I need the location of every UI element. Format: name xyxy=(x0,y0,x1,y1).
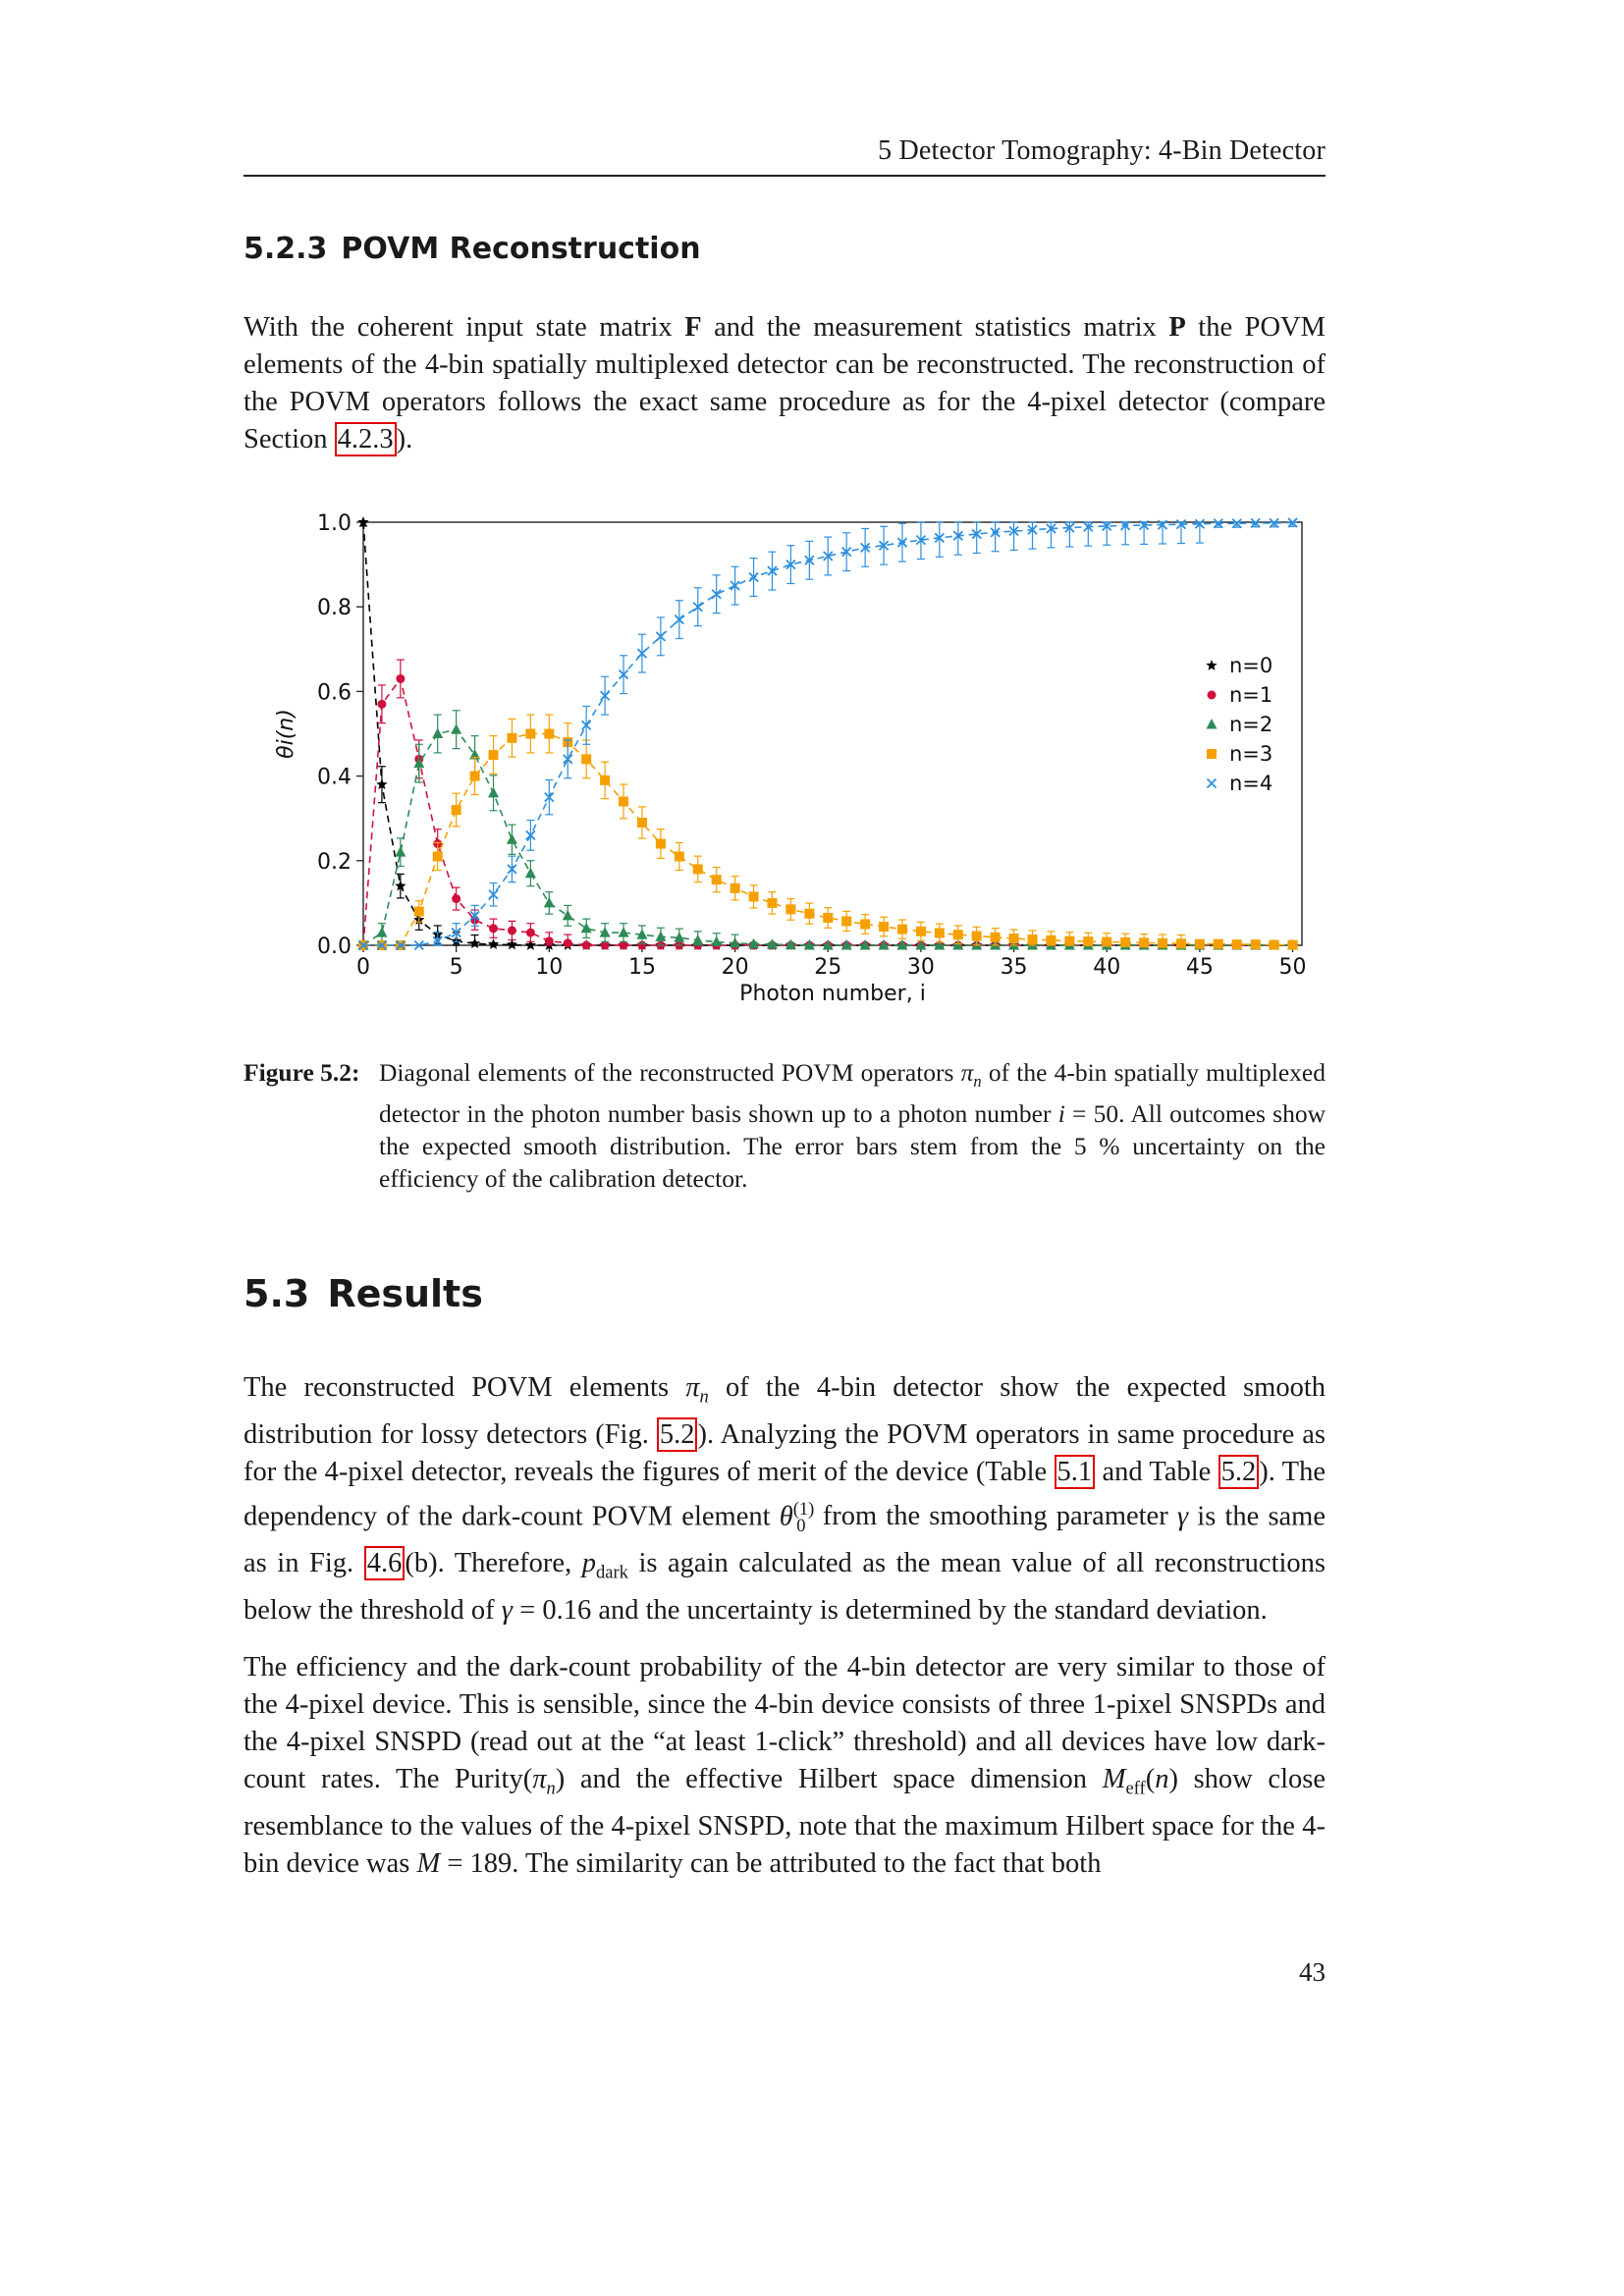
y-axis-label: θi(n) xyxy=(274,709,298,759)
section-heading xyxy=(244,1272,483,1315)
figure-ref-link[interactable]: 5.2 xyxy=(657,1417,698,1452)
data-point xyxy=(1232,939,1242,949)
text-run: ( xyxy=(1145,1764,1156,1794)
x-tick-label: 50 xyxy=(1278,955,1307,980)
x-tick-label: 30 xyxy=(906,955,935,980)
matrix-p: P xyxy=(1168,312,1186,343)
x-tick-label: 5 xyxy=(449,955,463,980)
data-point xyxy=(916,927,926,936)
data-point xyxy=(693,864,703,874)
data-point xyxy=(935,929,945,938)
data-point xyxy=(377,700,386,709)
x-tick-label: 25 xyxy=(814,955,842,980)
data-point xyxy=(507,939,517,950)
y-tick-label: 0.8 xyxy=(317,596,352,621)
data-point xyxy=(396,674,405,683)
table-ref-link[interactable]: 5.1 xyxy=(1055,1455,1096,1489)
text-run: of the 4-bin detector show the expected smooth distribution for lossy detectors (Fig. xyxy=(244,1372,1326,1450)
data-point xyxy=(488,787,499,798)
data-point xyxy=(507,733,516,743)
data-point xyxy=(469,937,480,948)
data-point xyxy=(545,936,554,945)
data-point xyxy=(1009,934,1019,943)
math-n: n xyxy=(699,1386,709,1408)
data-point xyxy=(841,916,851,926)
series-line xyxy=(363,522,1293,945)
data-point xyxy=(1206,660,1217,670)
data-point xyxy=(879,922,889,932)
data-point xyxy=(1046,935,1056,945)
data-point xyxy=(656,839,666,849)
data-point xyxy=(488,938,499,949)
x-tick-label: 45 xyxy=(1185,955,1214,980)
math-gamma: γ xyxy=(1176,1501,1189,1532)
math-m: M xyxy=(1102,1764,1126,1794)
y-tick-label: 0.6 xyxy=(317,680,352,706)
data-point xyxy=(1214,939,1223,949)
data-point xyxy=(564,938,572,947)
data-point xyxy=(823,913,833,923)
section-ref-link[interactable]: 4.2.3 xyxy=(335,422,397,456)
data-point xyxy=(1139,937,1149,947)
povm-chart xyxy=(265,506,1316,1016)
data-point xyxy=(395,846,406,857)
data-point xyxy=(785,904,795,914)
text-run: ). The dependency of the dark-count POVM element xyxy=(244,1456,1326,1532)
x-tick-label: 0 xyxy=(356,955,370,980)
math-m: M xyxy=(416,1847,441,1879)
text-run: = 50. All outcomes show the expected smooth distribution. The error bars stem from the 5 % uncertainty on the efficiency of the calibration detector. xyxy=(379,1099,1326,1194)
math-n: n xyxy=(1155,1764,1169,1794)
legend-label: n=2 xyxy=(1229,713,1273,736)
x-tick-label: 20 xyxy=(721,955,749,980)
data-point xyxy=(1288,940,1298,950)
text-run: from the smoothing parameter xyxy=(813,1501,1177,1532)
data-point xyxy=(860,919,870,929)
text-run: With the coherent input state matrix xyxy=(244,312,685,343)
math-gamma: γ xyxy=(501,1594,514,1626)
text-run: and the measurement statistics matrix xyxy=(701,312,1169,343)
data-point xyxy=(563,910,573,921)
text-run: The efficiency and the dark-count probability of the 4-bin detector are very similar to those of the 4-pixel device. This is sensible, since the 4-bin device consists of three 1-pixel SNSPDs and the 4-pixel SNSPD (read out at the “at least 1-click” threshold) and all devices have low dark-count rates. The Purity( xyxy=(244,1652,1326,1794)
data-point xyxy=(600,775,610,785)
x-tick-label: 10 xyxy=(535,955,564,980)
legend-label: n=3 xyxy=(1229,742,1273,766)
text-run: ) and the effective Hilbert space dimension xyxy=(555,1764,1103,1794)
subsection-title: POVM Reconstruction xyxy=(341,232,701,266)
data-point xyxy=(1208,779,1217,788)
data-point xyxy=(1208,691,1217,700)
data-point xyxy=(1120,937,1130,947)
text-run: is the same as in Fig. xyxy=(244,1501,1326,1578)
data-point xyxy=(432,728,443,739)
data-point xyxy=(525,729,535,739)
data-point xyxy=(1207,749,1217,759)
data-point xyxy=(897,925,907,934)
data-point xyxy=(581,754,591,764)
data-point xyxy=(582,941,591,950)
data-point xyxy=(544,897,555,908)
table-ref-link[interactable]: 5.2 xyxy=(1218,1455,1260,1489)
data-point xyxy=(804,909,814,919)
figure-label: Figure 5.2: xyxy=(244,1058,360,1087)
paragraph-results-2 xyxy=(244,1649,1326,1883)
plot-frame xyxy=(363,522,1302,945)
figure-povm-chart xyxy=(265,506,1316,1016)
data-point xyxy=(581,923,592,934)
math-sub: dark xyxy=(596,1562,628,1583)
data-point xyxy=(452,805,461,815)
data-point xyxy=(376,927,387,937)
text-run: ). xyxy=(396,424,413,454)
data-point xyxy=(526,929,535,937)
data-point xyxy=(452,894,460,903)
figure-ref-link[interactable]: 4.6 xyxy=(364,1546,406,1580)
x-tick-label: 35 xyxy=(1000,955,1028,980)
data-point xyxy=(972,932,982,941)
data-point xyxy=(731,883,740,893)
math-sup: (1) xyxy=(792,1498,815,1520)
data-point xyxy=(711,936,722,947)
series-line xyxy=(363,679,1293,946)
math-n: n xyxy=(546,1778,556,1799)
data-point xyxy=(544,729,554,739)
data-point xyxy=(675,851,684,861)
data-point xyxy=(953,930,963,939)
data-point xyxy=(1083,936,1093,946)
math-i: i xyxy=(1057,1099,1065,1129)
data-point xyxy=(655,931,666,941)
data-point xyxy=(637,818,647,828)
x-axis-label: Photon number, i xyxy=(739,982,926,1006)
y-tick-label: 1.0 xyxy=(317,511,352,536)
text-run: the POVM elements of the 4-bin spatially multiplexed detector can be reconstructed. The reconstruction of the POVM operators follows the exact same procedure as for the 4-pixel detector (compare Section xyxy=(244,312,1326,454)
data-point xyxy=(619,796,628,806)
running-head: 5 Detector Tomography: 4-Bin Detector xyxy=(878,135,1326,166)
math-sub: eff xyxy=(1125,1778,1146,1799)
text-run: = 0.16 and the uncertainty is determined by the standard deviation. xyxy=(513,1594,1268,1626)
legend-label: n=0 xyxy=(1229,654,1273,677)
data-point xyxy=(451,723,461,734)
data-point xyxy=(1270,940,1279,950)
section-title: Results xyxy=(327,1272,483,1315)
x-tick-label: 40 xyxy=(1093,955,1121,980)
data-point xyxy=(1251,939,1261,949)
data-point xyxy=(1195,939,1205,949)
text-run: and Table xyxy=(1095,1456,1218,1487)
math-pi: π xyxy=(685,1372,700,1403)
data-point xyxy=(489,750,499,760)
legend-label: n=1 xyxy=(1229,683,1273,707)
page-number: 43 xyxy=(1299,1957,1326,1987)
data-point xyxy=(712,875,722,884)
data-point xyxy=(767,898,777,908)
data-point xyxy=(525,868,536,879)
data-point xyxy=(1102,937,1111,947)
y-tick-label: 0.2 xyxy=(317,849,352,875)
subsection-heading xyxy=(244,232,701,266)
data-point xyxy=(414,907,424,917)
math-pi: π xyxy=(532,1764,547,1794)
data-point xyxy=(508,926,516,934)
text-run: ) show close resemblance to the values of the 4-pixel SNSPD, note that the maximum Hilbert space for the 4-bin device was xyxy=(244,1764,1326,1879)
math-theta: θ xyxy=(779,1501,793,1532)
legend-label: n=4 xyxy=(1229,772,1273,795)
data-point xyxy=(489,924,498,933)
text-run: The reconstructed POVM elements xyxy=(244,1372,686,1403)
math-n: n xyxy=(973,1072,982,1092)
data-point xyxy=(1176,938,1186,948)
text-run: Diagonal elements of the reconstructed POVM operators xyxy=(379,1058,961,1087)
y-tick-label: 0.0 xyxy=(317,934,352,959)
math-pi: π xyxy=(960,1058,974,1087)
paragraph-povm-reconstruction xyxy=(244,309,1326,458)
data-point xyxy=(470,772,480,781)
figure-caption xyxy=(244,1056,1326,1195)
data-point xyxy=(1064,936,1074,946)
text-run: is again calculated as the mean value of all reconstructions below the threshold of xyxy=(244,1547,1326,1626)
data-point xyxy=(1028,934,1038,944)
data-point xyxy=(433,851,443,861)
subsection-number: 5.2.3 xyxy=(244,232,328,266)
data-point xyxy=(1158,938,1167,948)
figure-caption-text xyxy=(379,1056,1326,1195)
text-run: (b). Therefore, xyxy=(405,1547,582,1578)
x-tick-label: 15 xyxy=(627,955,656,980)
data-point xyxy=(507,833,517,844)
math-p: p xyxy=(581,1547,596,1578)
text-run: ). Analyzing the POVM operators in same procedure as for the 4-pixel detector, reveals the figures of merit of the device (Table xyxy=(244,1418,1326,1487)
data-point xyxy=(749,891,759,901)
series-line xyxy=(363,522,1293,945)
data-point xyxy=(1207,719,1218,729)
math-sub: 0 xyxy=(796,1515,806,1536)
paragraph-results-1 xyxy=(244,1369,1326,1629)
header-rule xyxy=(244,175,1326,177)
text-run: = 189. The similarity can be attributed to the fact that both xyxy=(440,1847,1102,1879)
text-run: of the 4-bin spatially multiplexed detector in the photon number basis shown up to a photon number xyxy=(379,1058,1326,1129)
data-point xyxy=(991,933,1001,942)
y-tick-label: 0.4 xyxy=(317,765,352,790)
matrix-f: F xyxy=(684,312,702,343)
section-number: 5.3 xyxy=(244,1272,310,1315)
data-point xyxy=(619,927,629,937)
